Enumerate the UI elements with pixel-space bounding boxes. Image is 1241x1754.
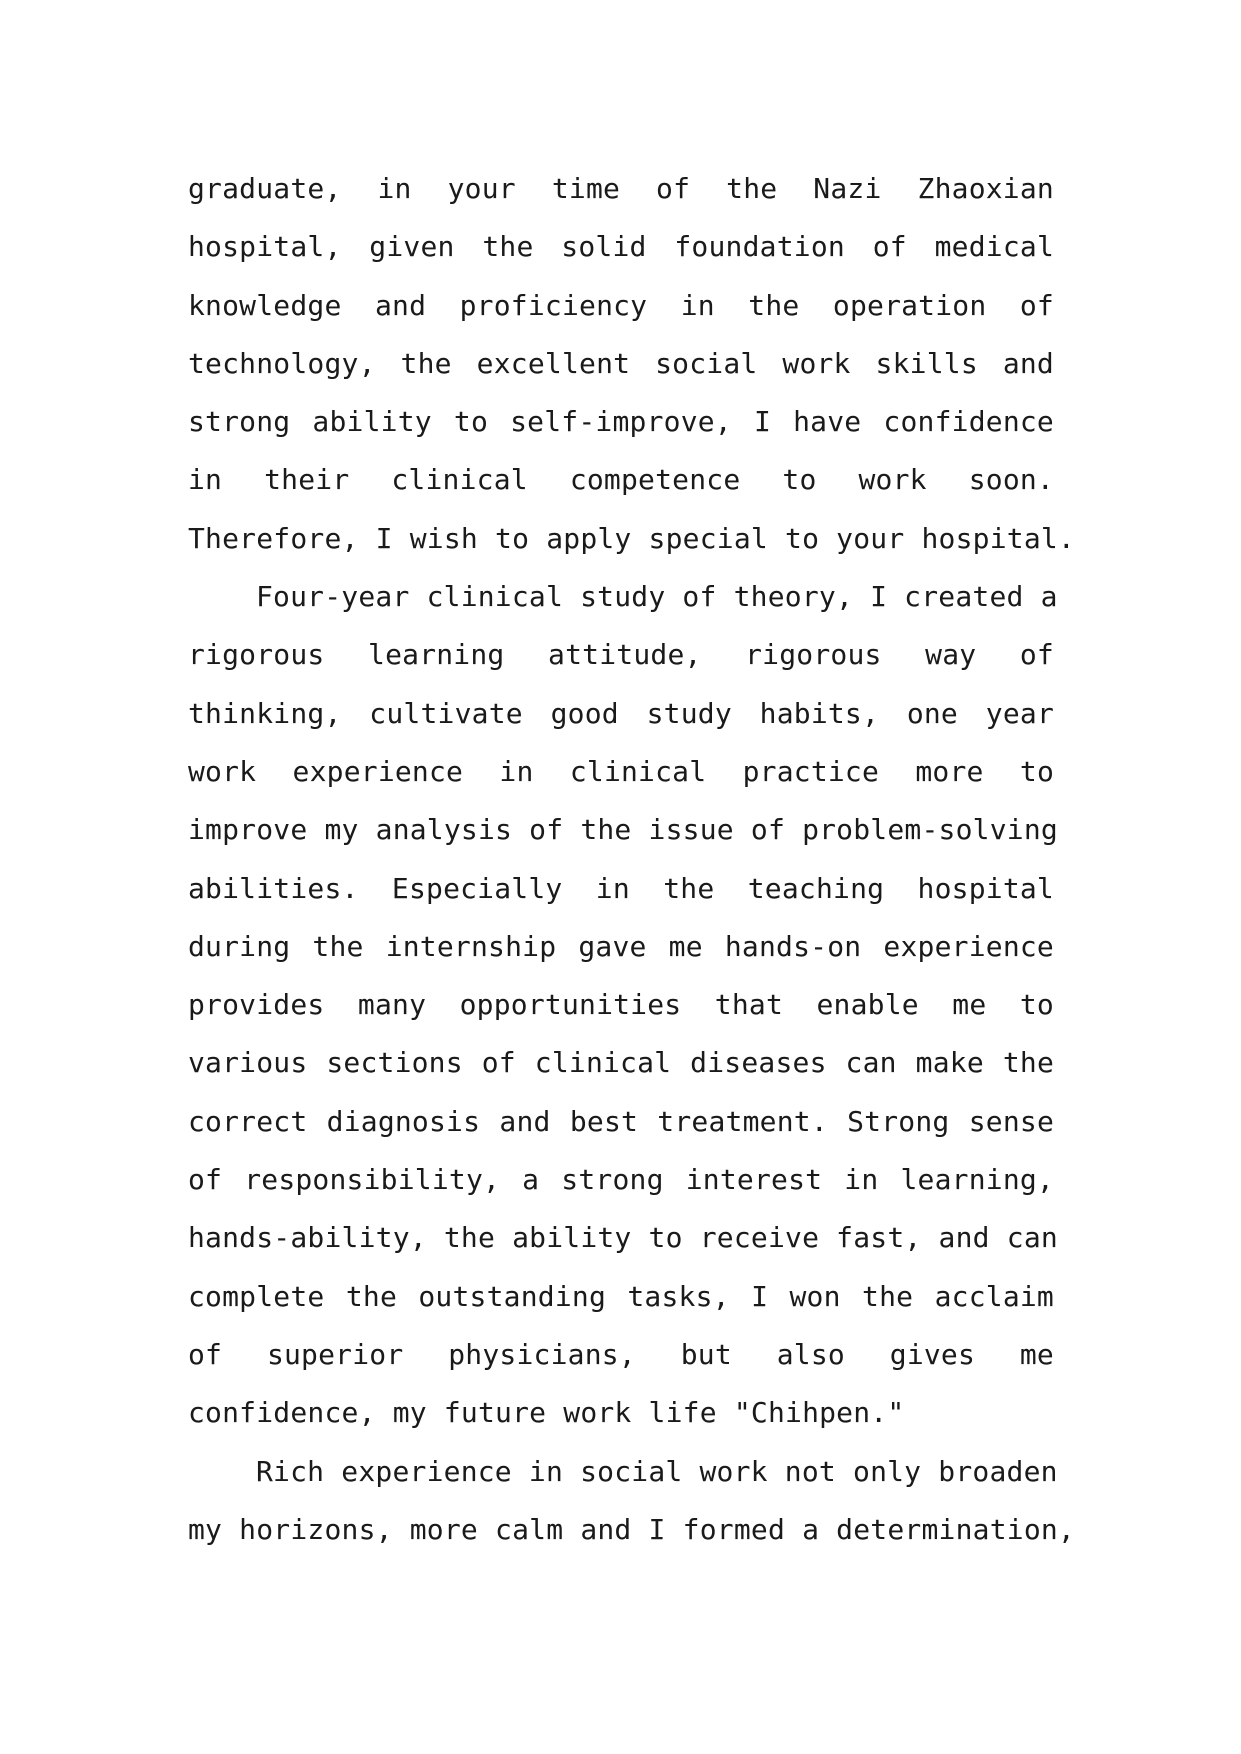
text-line: hospital, given the solid foundation of medical <box>188 230 1054 264</box>
text-line: of superior physicians, but also gives me <box>188 1337 1054 1371</box>
text-line: improve my analysis of the issue of problem-solving <box>188 813 1058 847</box>
paragraph-2 <box>188 568 1058 1442</box>
text-line: in their clinical competence to work soon. <box>188 463 1054 497</box>
text-line: various sections of clinical diseases can make the <box>188 1046 1054 1080</box>
text-line: during the internship gave me hands-on experience <box>188 929 1054 963</box>
text-line: Four-year clinical study of theory, I created a <box>256 580 1058 614</box>
text-line: strong ability to self-improve, I have confidence <box>188 405 1054 439</box>
text-line: abilities. Especially in the teaching hospital <box>188 871 1054 905</box>
text-line: Therefore, I wish to apply special to your hospital. <box>188 521 1075 555</box>
text-line: correct diagnosis and best treatment. Strong sense <box>188 1104 1054 1138</box>
text-line: Rich experience in social work not only broaden <box>256 1454 1058 1488</box>
text-line: hands-ability, the ability to receive fast, and can <box>188 1221 1058 1255</box>
text-line: work experience in clinical practice more to <box>188 754 1054 788</box>
paragraph-3 <box>188 1443 1075 1560</box>
text-line: provides many opportunities that enable me to <box>188 988 1054 1022</box>
body-text <box>188 160 1075 1559</box>
paragraph-1 <box>188 160 1075 568</box>
text-line: graduate, in your time of the Nazi Zhaoxian <box>188 172 1054 205</box>
text-line: technology, the excellent social work skills and <box>188 346 1054 380</box>
text-line: confidence, my future work life "Chihpen." <box>188 1396 905 1430</box>
text-line: rigorous learning attitude, rigorous way of <box>188 638 1054 672</box>
text-line: my horizons, more calm and I formed a determination, <box>188 1512 1075 1546</box>
text-line: thinking, cultivate good study habits, one year <box>188 696 1054 730</box>
text-line: complete the outstanding tasks, I won the acclaim <box>188 1279 1054 1313</box>
text-line: of responsibility, a strong interest in learning, <box>188 1163 1054 1197</box>
text-line: knowledge and proficiency in the operation of <box>188 288 1054 322</box>
